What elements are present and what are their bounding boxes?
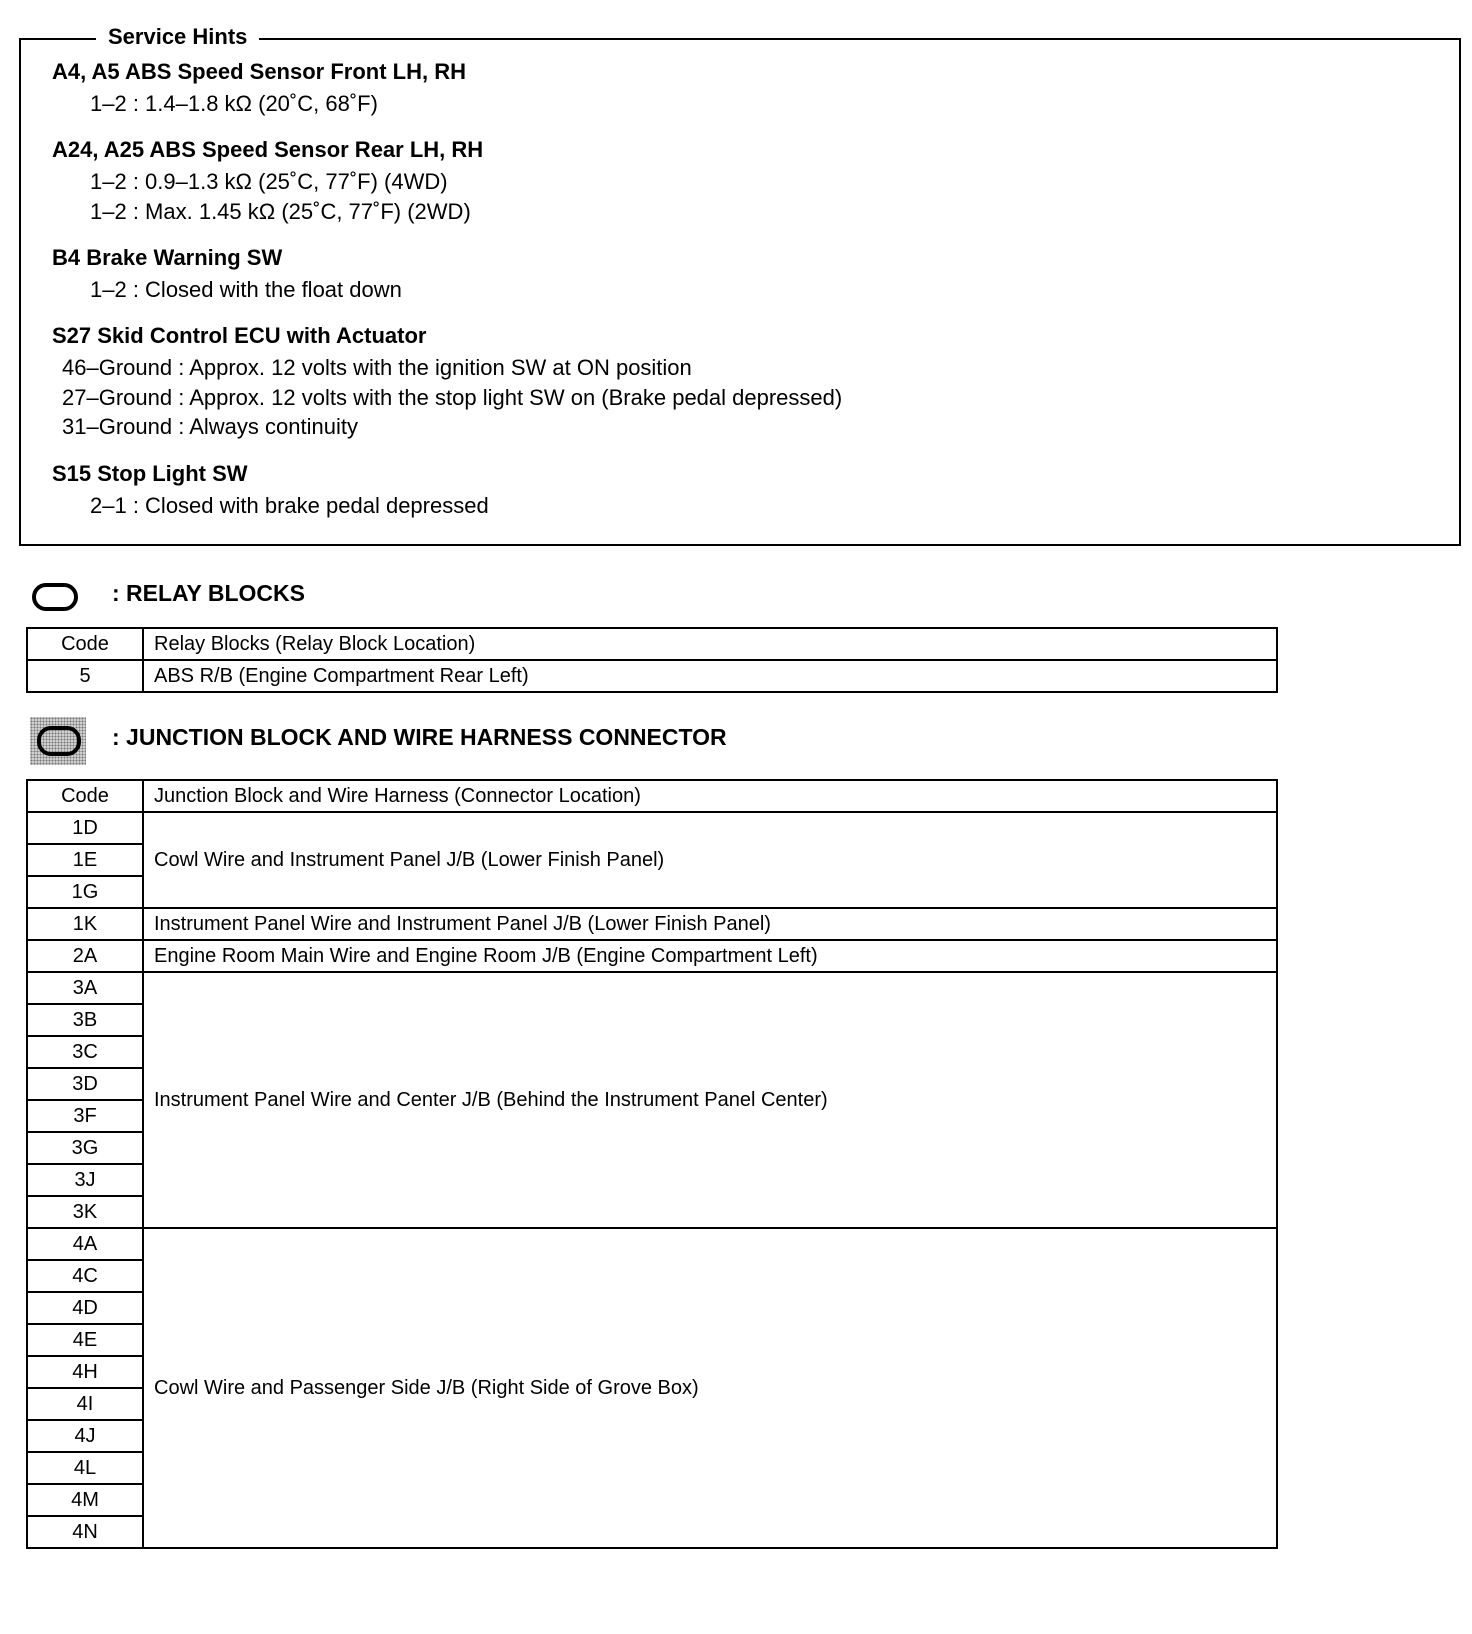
hint-line: 1–2 : 1.4–1.8 kΩ (20˚C, 68˚F)	[90, 91, 378, 116]
junction-blocks-body	[27, 812, 1277, 1548]
hint-heading-b4: B4 Brake Warning SW	[52, 245, 283, 270]
table-row	[27, 940, 1277, 972]
hint-heading-s15: S15 Stop Light SW	[52, 461, 248, 486]
connector-code-cell: 4H	[27, 1356, 143, 1388]
connector-code-cell: 3F	[27, 1100, 143, 1132]
hint-line: 46–Ground : Approx. 12 volts with the ignition SW at ON position	[62, 355, 692, 380]
hint-heading-a4-a5: A4, A5 ABS Speed Sensor Front LH, RH	[52, 59, 466, 84]
connector-code-cell: 2A	[27, 940, 143, 972]
hint-line: 1–2 : Closed with the float down	[90, 277, 402, 302]
relay-code-cell: 5	[27, 660, 143, 692]
relay-blocks-title: : RELAY BLOCKS	[112, 580, 305, 606]
hint-line: 1–2 : 0.9–1.3 kΩ (25˚C, 77˚F) (4WD)	[90, 169, 448, 194]
table-row	[27, 1228, 1277, 1260]
connector-location-cell: Instrument Panel Wire and Center J/B (Behind the Instrument Panel Center)	[143, 972, 1277, 1228]
table-header-row	[27, 628, 1277, 660]
connector-code-cell: 4J	[27, 1420, 143, 1452]
junction-block-icon	[37, 726, 81, 756]
connector-code-cell: 3B	[27, 1004, 143, 1036]
hint-line: 2–1 : Closed with brake pedal depressed	[90, 493, 489, 518]
connector-code-cell: 4L	[27, 1452, 143, 1484]
connector-code-cell: 4N	[27, 1516, 143, 1548]
junction-blocks-title: : JUNCTION BLOCK AND WIRE HARNESS CONNECTOR	[112, 724, 727, 750]
hint-heading-s27: S27 Skid Control ECU with Actuator	[52, 323, 427, 348]
header-desc: Junction Block and Wire Harness (Connector Location)	[143, 780, 1277, 812]
table-header-row	[27, 780, 1277, 812]
connector-code-cell: 3G	[27, 1132, 143, 1164]
connector-code-cell: 3J	[27, 1164, 143, 1196]
relay-block-icon	[32, 583, 78, 611]
connector-code-cell: 4C	[27, 1260, 143, 1292]
header-desc: Relay Blocks (Relay Block Location)	[143, 628, 1277, 660]
header-code: Code	[27, 628, 143, 660]
connector-code-cell: 4D	[27, 1292, 143, 1324]
table-row	[27, 660, 1277, 692]
connector-code-cell: 3D	[27, 1068, 143, 1100]
relay-desc-cell: ABS R/B (Engine Compartment Rear Left)	[143, 660, 1277, 692]
connector-code-cell: 4I	[27, 1388, 143, 1420]
service-hints-title: Service Hints	[96, 22, 259, 52]
table-row	[27, 972, 1277, 1004]
connector-code-cell: 3K	[27, 1196, 143, 1228]
connector-code-cell: 3A	[27, 972, 143, 1004]
junction-blocks-table	[26, 779, 1278, 1549]
connector-location-cell: Instrument Panel Wire and Instrument Panel J/B (Lower Finish Panel)	[143, 908, 1277, 940]
table-row	[27, 812, 1277, 844]
hint-heading-a24-a25: A24, A25 ABS Speed Sensor Rear LH, RH	[52, 137, 484, 162]
hint-line: 1–2 : Max. 1.45 kΩ (25˚C, 77˚F) (2WD)	[90, 199, 471, 224]
connector-location-cell: Cowl Wire and Instrument Panel J/B (Lower Finish Panel)	[143, 812, 1277, 908]
connector-code-cell: 4M	[27, 1484, 143, 1516]
hint-line: 31–Ground : Always continuity	[62, 414, 358, 439]
connector-code-cell: 4A	[27, 1228, 143, 1260]
connector-code-cell: 4E	[27, 1324, 143, 1356]
table-row	[27, 908, 1277, 940]
hint-line: 27–Ground : Approx. 12 volts with the stop light SW on (Brake pedal depressed)	[62, 385, 843, 410]
connector-code-cell: 1K	[27, 908, 143, 940]
connector-code-cell: 1D	[27, 812, 143, 844]
connector-location-cell: Cowl Wire and Passenger Side J/B (Right Side of Grove Box)	[143, 1228, 1277, 1548]
connector-code-cell: 1G	[27, 876, 143, 908]
connector-code-cell: 1E	[27, 844, 143, 876]
relay-blocks-table	[26, 627, 1278, 693]
connector-location-cell: Engine Room Main Wire and Engine Room J/B (Engine Compartment Left)	[143, 940, 1277, 972]
header-code: Code	[27, 780, 143, 812]
connector-code-cell: 3C	[27, 1036, 143, 1068]
